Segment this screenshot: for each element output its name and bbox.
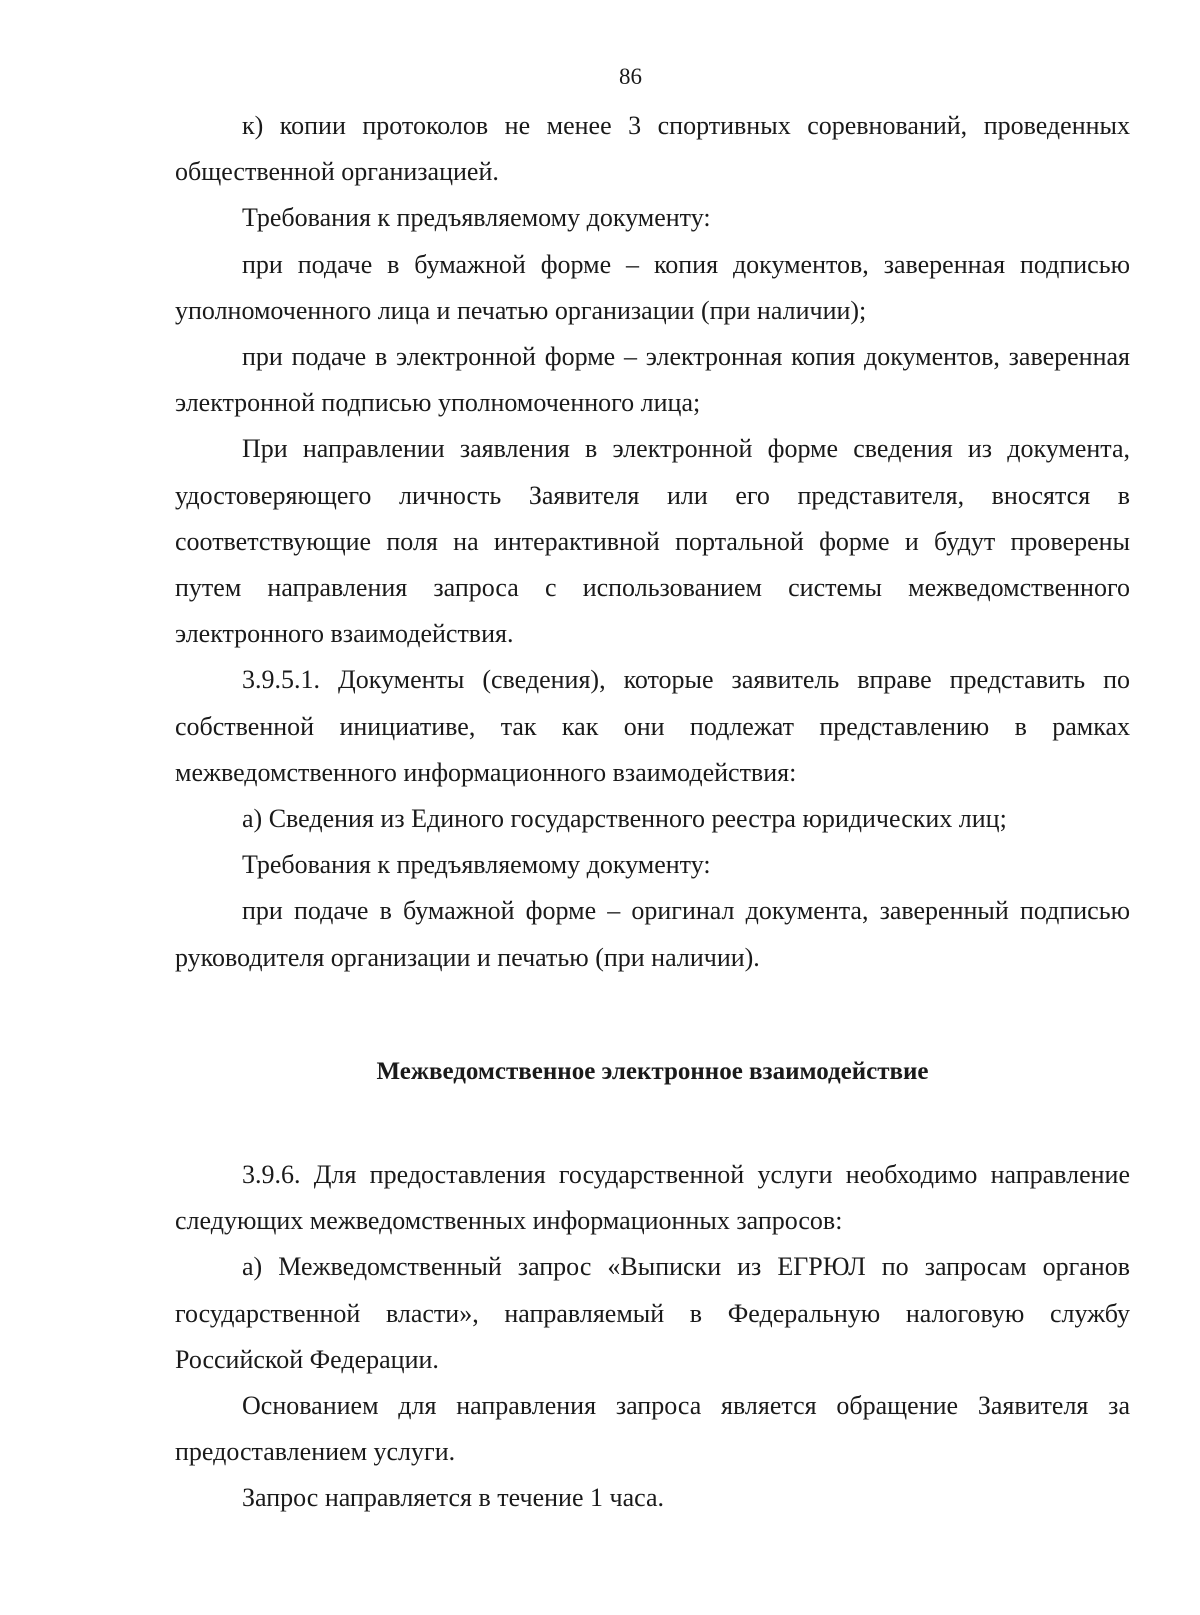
paragraph-electronic-submission: при подаче в электронной форме – электронная копия документов, заверенная электронной подписью уполномоченного лица; xyxy=(175,342,1130,418)
paragraph-protocol-copies: к) копии протоколов не менее 3 спортивных соревнований, проведенных общественной организацией. xyxy=(175,111,1130,187)
paragraph-clause-3-9-5-1: 3.9.5.1. Документы (сведения), которые заявитель вправе представить по собственной инициативе, так как они подлежат представлению в рамках межведомственного информационного взаимодействия: xyxy=(175,665,1130,787)
paragraph-egrul-request: а) Межведомственный запрос «Выписки из ЕГРЮЛ по запросам органов государственной власти», направляемый в Федеральную налоговую службу Российской Федерации. xyxy=(175,1252,1130,1374)
paragraph-requirements-heading-2: Требования к предъявляемому документу: xyxy=(242,850,711,880)
page-number: 86 xyxy=(619,64,642,89)
paragraph-request-basis: Основанием для направления запроса является обращение Заявителя за предоставлением услуги. xyxy=(175,1391,1130,1467)
section-heading: Межведомственное электронное взаимодействие xyxy=(376,1057,929,1085)
document-body xyxy=(175,103,1130,1522)
spacer xyxy=(175,1095,1130,1152)
paragraph-egrul-info: а) Сведения из Единого государственного реестра юридических лиц; xyxy=(242,804,1007,834)
paragraph-identity-verification: При направлении заявления в электронной форме сведения из документа, удостоверяющего личность Заявителя или его представителя, вносятся в соответствующие поля на интерактивной портальной форме и будут проверены путем направления запроса с использованием системы межведомственного электронного взаимодействия. xyxy=(175,434,1130,649)
paragraph-paper-submission: при подаче в бумажной форме – копия документов, заверенная подписью уполномоченного лица и печатью организации (при наличии); xyxy=(175,249,1130,325)
paragraph-clause-3-9-6: 3.9.6. Для предоставления государственной услуги необходимо направление следующих межведомственных информационных запросов: xyxy=(175,1160,1130,1236)
paragraph-requirements-heading: Требования к предъявляемому документу: xyxy=(242,203,711,233)
spacer xyxy=(175,981,1130,1049)
paragraph-request-timing: Запрос направляется в течение 1 часа. xyxy=(242,1483,665,1513)
paragraph-paper-original: при подаче в бумажной форме – оригинал документа, заверенный подписью руководителя организации и печатью (при наличии). xyxy=(175,896,1130,972)
